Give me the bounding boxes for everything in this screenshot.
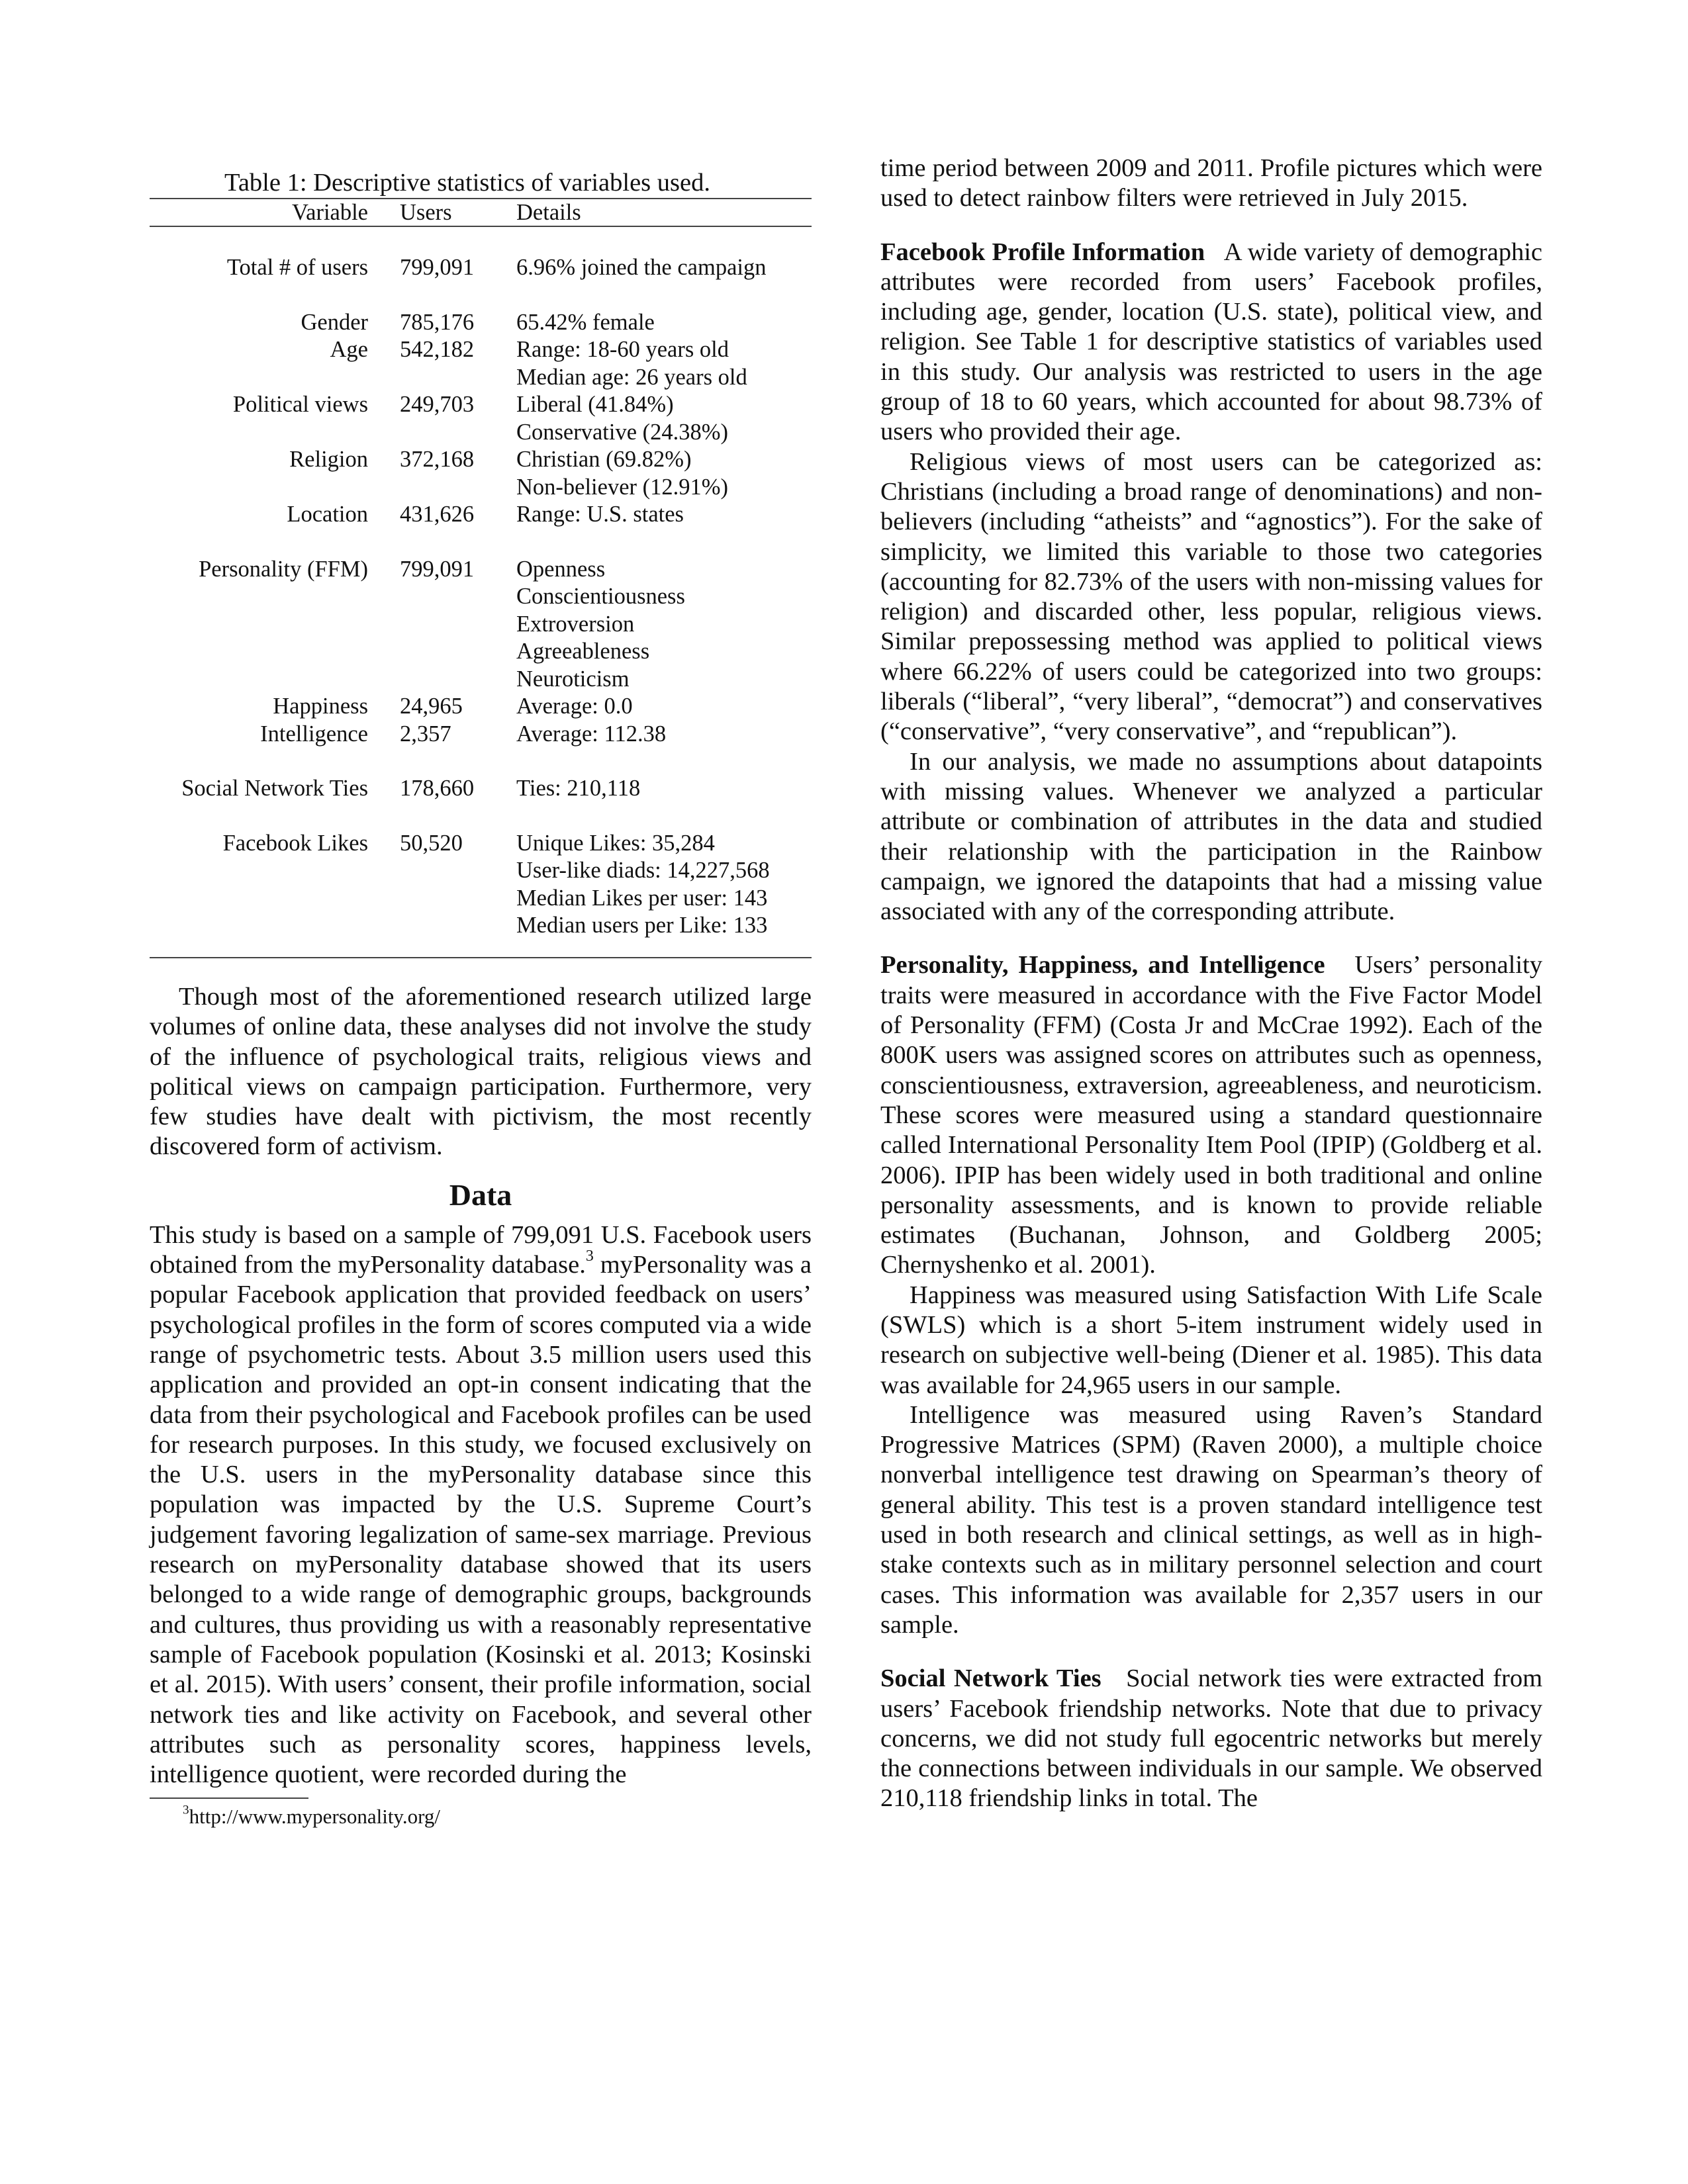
cell-variable: Intelligence — [260, 721, 368, 747]
table-group-gap — [150, 748, 812, 775]
detail-line: Range: U.S. states — [516, 502, 684, 527]
table-row — [150, 254, 812, 282]
footnote — [150, 1804, 812, 1829]
cell-details — [516, 721, 812, 749]
personality-paragraph — [880, 950, 1542, 1280]
detail-line: Range: 18-60 years old — [516, 337, 729, 362]
cell-details — [516, 391, 812, 446]
footnote-url: http://www.mypersonality.org/ — [189, 1805, 441, 1829]
fb-profile-text: A wide variety of demographic attributes were recorded from users’ Facebook profiles, including age, gender, location (U.S. state), political view, and religion. See Table 1 for descriptive statistics of variables used in this study. Our analysis was restricted to users in the age group of 18 to 60 years, which accounted for about 98.73% of users who provided their age. — [880, 238, 1542, 446]
section-title-data: Data — [449, 1177, 512, 1212]
cell-users: 372,168 — [400, 447, 475, 472]
cell-variable: Personality (FFM) — [199, 556, 368, 582]
table-group-gap — [150, 282, 812, 309]
cell-variable: Location — [287, 502, 368, 527]
stats-table — [150, 199, 812, 940]
cell-details — [516, 309, 812, 337]
table-row — [150, 336, 812, 391]
data-paragraph — [150, 1220, 812, 1790]
left-column-text — [150, 982, 812, 1829]
cell-variable: Gender — [301, 309, 368, 335]
cell-details — [516, 336, 812, 391]
cell-variable: Facebook Likes — [222, 830, 368, 856]
detail-line: Agreeableness — [516, 639, 650, 664]
cell-variable: Social Network Ties — [181, 776, 368, 801]
data-paragraph-rest: myPersonality was a popular Facebook application that provided feedback on users’ psychological profiles in the form of scores computed via a wide range of psychometric tests. About 3.5 million users used this application and provided an opt-in consent indicating that the data from their psychological and Facebook profiles can be used for research purposes. In this study, we focused exclusively on the U.S. users in the myPersonality database since this population was impacted by the U.S. Supreme Court’s judgement favoring legalization of same-sex marriage. Previous research on myPersonality database showed that its users belonged to a wide range of demographic groups, backgrounds and cultures, thus providing us with a reasonably representative sample of Facebook population (Kosinski et al. 2013; Kosinski et al. 2015). With users’ consent, their profile information, social network ties and like activity on Facebook, and several other attributes such as personality scores, happiness levels, intelligence quotient, were recorded during the — [150, 1251, 812, 1789]
happiness-paragraph: Happiness was measured using Satisfaction With Life Scale (SWLS) which is a short 5-item instrument widely used in research on subjective well-being (Diener et al. 1985). This data was available for 24,965 users in our sample. — [880, 1281, 1542, 1399]
ties-paragraph — [880, 1664, 1542, 1813]
fb-profile-heading: Facebook Profile Information — [880, 238, 1205, 266]
detail-line: Median users per Like: 133 — [516, 913, 768, 938]
detail-line: 6.96% joined the campaign — [516, 255, 767, 280]
table-row — [150, 446, 812, 501]
cell-users: 178,660 — [400, 776, 475, 801]
detail-line: Unique Likes: 35,284 — [516, 830, 715, 856]
cell-variable: Religion — [289, 447, 368, 472]
table-bottom-rule — [150, 957, 812, 958]
cell-variable: Happiness — [273, 694, 368, 719]
cell-users: 24,965 — [400, 694, 463, 719]
detail-line: Conservative (24.38%) — [516, 419, 729, 445]
table-group-gap — [150, 529, 812, 556]
cell-users: 785,176 — [400, 309, 475, 335]
detail-line: Openness — [516, 556, 606, 582]
table-group-gap — [150, 803, 812, 830]
intro-paragraph: Though most of the aforementioned research utilized large volumes of online data, these analyses did not involve the study of the influence of psychological traits, religious views and political views on campaign participation. Furthermore, very few studies have dealt with pictivism, the most recently discovered form of activism. — [150, 983, 812, 1161]
table-group-gap — [150, 227, 812, 254]
ties-text: Social network ties were extracted from users’ Facebook friendship networks. Note that due to privacy concerns, we did not study full egocentric networks but merely the connections between individuals in our sample. We observed 210,118 friendship links in total. The — [880, 1664, 1543, 1813]
cell-details — [516, 446, 812, 501]
detail-line: Average: 112.38 — [516, 721, 667, 747]
cell-users: 431,626 — [400, 502, 475, 527]
table-row — [150, 501, 812, 529]
ties-heading: Social Network Ties — [880, 1664, 1102, 1693]
footnote-marker: 3 — [585, 1248, 594, 1265]
fb-profile-paragraph — [880, 238, 1542, 447]
table-1 — [150, 168, 812, 958]
cell-variable: Political views — [232, 392, 368, 417]
table-row — [150, 556, 812, 694]
table-header-row — [150, 199, 812, 226]
cell-users: 542,182 — [400, 337, 475, 362]
cell-details — [516, 830, 812, 940]
cell-details — [516, 693, 812, 721]
table-caption: Table 1: Descriptive statistics of variables used. — [224, 169, 710, 197]
detail-line: Neuroticism — [516, 666, 630, 692]
data-paragraph-start: This study is based on a sample of 799,091 U.S. Facebook users obtained from the myPersonality database. — [150, 1220, 812, 1279]
cell-users: 249,703 — [400, 392, 475, 417]
cell-details — [516, 501, 812, 529]
detail-line: Christian (69.82%) — [516, 447, 692, 472]
detail-line: User-like diads: 14,227,568 — [516, 858, 770, 883]
detail-line: Ties: 210,118 — [516, 776, 641, 801]
detail-line: Non-believer (12.91%) — [516, 474, 728, 500]
detail-line: 65.42% female — [516, 309, 655, 335]
table-row — [150, 309, 812, 337]
table-row — [150, 775, 812, 803]
cell-variable: Total # of users — [226, 255, 368, 280]
intelligence-paragraph: Intelligence was measured using Raven’s Standard Progressive Matrices (SPM) (Raven 2000), a multiple choice nonverbal intelligence test drawing on Spearman’s theory of general ability. This test is a proven standard intelligence test used in both research and clinical settings, as well as in high-stake contexts such as in military personnel selection and court cases. This information was available for 2,357 users in our sample. — [880, 1400, 1542, 1639]
detail-line: Conscientiousness — [516, 584, 685, 609]
cell-users: 799,091 — [400, 255, 475, 280]
cell-details — [516, 254, 812, 282]
cell-users: 2,357 — [400, 721, 451, 747]
cell-users: 50,520 — [400, 830, 463, 856]
religious-paragraph: Religious views of most users can be categorized as: Christians (including a broad range of denominations) and non-believers (including “atheists” and “agnostics”). For the sake of simplicity, we limited this variable to those two categories (accounting for 82.73% of the users with non-missing values for religion) and discarded other, less popular, religious views. Similar prepossessing method was applied to political views where 66.22% of users could be categorized into two groups: liberals (“liberal”, “very liberal”, “democrat”) and conservatives (“conservative”, “very conservative”, and “republican”). — [880, 447, 1542, 746]
right-column-text — [880, 154, 1542, 1814]
continuation-paragraph: time period between 2009 and 2011. Profile pictures which were used to detect rainbow filters were retrieved in July 2015. — [880, 154, 1542, 212]
cell-variable: Age — [330, 337, 368, 362]
missing-values-paragraph: In our analysis, we made no assumptions about datapoints with missing values. Whenever we analyzed a particular attribute or combination of attributes in the data and studied their relationship with the participation in the Rainbow campaign, we ignored the datapoints that had a missing value associated with any of the corresponding attribute. — [880, 747, 1542, 926]
table-row — [150, 721, 812, 749]
header-details: Details — [516, 200, 581, 225]
detail-line: Liberal (41.84%) — [516, 392, 674, 417]
table-row — [150, 391, 812, 446]
detail-line: Extroversion — [516, 611, 635, 637]
personality-text: Users’ personality traits were measured in accordance with the Five Factor Model of Personality (FFM) (Costa Jr and McCrae 1992). Each of the 800K users was assigned scores on attributes such as openness, conscientiousness, extraversion, agreeableness, and neuroticism. These scores were measured using a standard questionnaire called International Personality Item Pool (IPIP) (Goldberg et al. 2006). IPIP has been widely used in both traditional and online personality assessments, and is known to provide reliable estimates (Buchanan, Johnson, and Goldberg 2005; Chernyshenko et al. 2001). — [880, 951, 1542, 1279]
footnote-rule — [150, 1797, 308, 1799]
header-variable: Variable — [292, 200, 368, 225]
personality-heading: Personality, Happiness, and Intelligence — [880, 951, 1325, 979]
cell-details — [516, 556, 812, 694]
detail-line: Median Likes per user: 143 — [516, 885, 768, 911]
cell-details — [516, 775, 812, 803]
footnote-number: 3 — [183, 1803, 189, 1818]
header-users: Users — [400, 200, 452, 225]
table-row — [150, 693, 812, 721]
detail-line: Average: 0.0 — [516, 694, 633, 719]
cell-users: 799,091 — [400, 556, 475, 582]
detail-line: Median age: 26 years old — [516, 364, 747, 390]
table-row — [150, 830, 812, 940]
